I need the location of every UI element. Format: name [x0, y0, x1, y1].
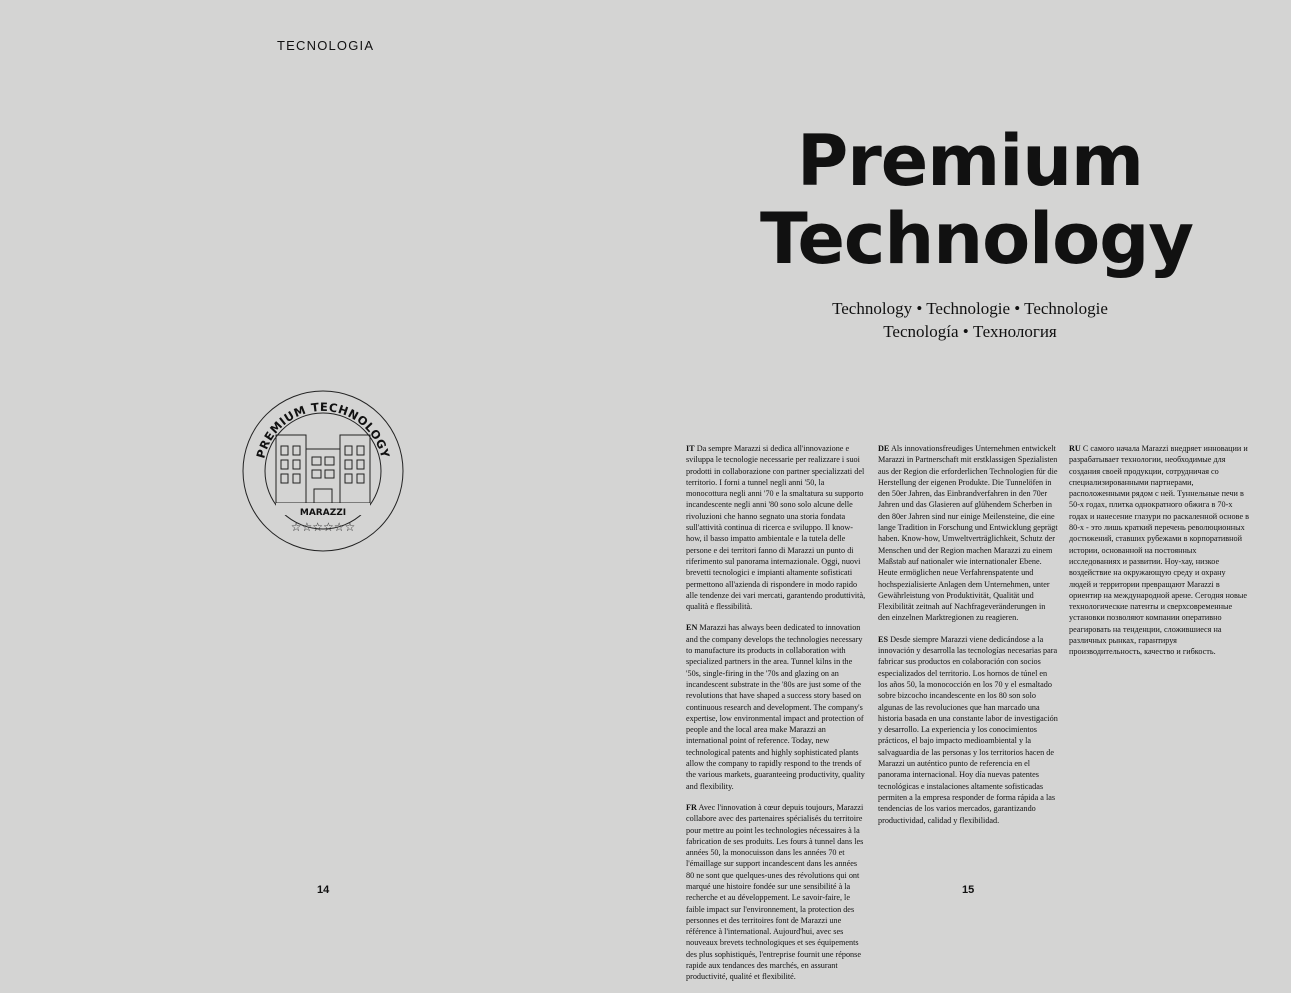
lang-tag-es: ES — [878, 634, 889, 644]
paragraph-en-text: Marazzi has always been dedicated to innovation and the company develops the technologies necessary to manufacture its products in collaboration with specialized partners in the area. Tunnel kilns in the '50s, single-firing in the '70s and glazing on an incandescent substrate in the '80s are just some of the revolutions that have shaped a success story based on continuous research and development. The company's expertise, low environmental impact and protection of people and the local area make Marazzi an international point of reference. Today, new technological patents and highly sophisticated plants allow the company to rapidly respond to the trends of the various markets, guaranteeing productivity, quality and flexibility. — [686, 623, 865, 791]
badge-brand: MARAZZI — [299, 508, 347, 518]
lang-tag-it: IT — [686, 444, 695, 453]
paragraph-fr — [686, 802, 866, 983]
paragraph-es — [878, 634, 1058, 826]
text-column-1 — [686, 443, 866, 993]
paragraph-it-text: Da sempre Marazzi si dedica all'innovazione e sviluppa le tecnologie necessarie per realizzare i suoi prodotti in collaborazione con partner specializzati del territorio. I forni a tunnel negli anni '50, la monocottura negli anni '70 e la smaltatura su supporto incandescente negli anni '80 sono solo alcune delle rivoluzioni che hanno segnato una storia fondata sull'attività continua di ricerca e sviluppo. Il know-how, il basso impatto ambientale e la tutela delle persone e dei territori fanno di Marazzi un punto di riferimento sul panorama internazionale. Oggi, nuovi brevetti tecnologici e impianti altamente sofisticati permettono all'azienda di rispondere in modo rapido alle tendenze dei vari mercati, garantendo produttività, qualità e flessibilità. — [686, 444, 866, 612]
building-icon — [276, 435, 370, 503]
paragraph-de — [878, 443, 1058, 624]
page-title — [760, 120, 1194, 280]
lang-tag-fr: FR — [686, 802, 697, 812]
paragraph-ru — [1069, 443, 1249, 658]
section-label: TECNOLOGIA — [277, 38, 375, 53]
lang-tag-en: EN — [686, 623, 698, 633]
text-column-2 — [878, 443, 1058, 836]
page-number-right: 15 — [962, 884, 975, 896]
paragraph-ru-text: С самого начала Marazzi внедряет инновации и разрабатывает технологии, необходимые для создания своей продукции, сотрудничая со специализированными партнерами, расположенными рядом с ней. Туннельные печи в 50-х годах, плитка однократного обжига в 70-х годах и нанесение глазури по раскаленной основе в 80-х - это лишь краткий перечень революционных достижений, ставших рубежами в корпоративной истории, основанной на постоянных исследованиях и развитии. Ноу-хау, низкое воздействие на окружающую среду и охрану людей и территории превращают Marazzi в ориентир на международной арене. Сегодня новые технологические патенты и сверхсовременные установки позволяют компании оперативно реагировать на тенденции, сложившиеся на различных рынках, гарантируя производительность, качество и гибкость. — [1069, 444, 1249, 657]
paragraph-en — [686, 622, 866, 791]
title-line-2: Technology — [760, 198, 1194, 280]
text-column-3 — [1069, 443, 1249, 668]
subtitle-line-2: Tecnología • Технология — [883, 322, 1057, 341]
lang-tag-ru: RU — [1069, 444, 1081, 453]
subtitle — [760, 297, 1180, 343]
page-number-left: 14 — [317, 884, 330, 896]
badge-arc-text: PREMIUM TECHNOLOGY — [253, 399, 393, 460]
paragraph-it — [686, 443, 866, 612]
subtitle-line-1: Technology • Technologie • Technologie — [832, 299, 1108, 318]
lang-tag-de: DE — [878, 444, 890, 453]
premium-technology-badge — [241, 389, 405, 553]
paragraph-fr-text: Avec l'innovation à cœur depuis toujours, Marazzi collabore avec des partenaires spécialisés du territoire pour mettre au point les technologies nécessaires à la fabrication de ses produits. Les fours à tunnel dans les années 50, la monocuisson dans les années 70 et l'émaillage sur support incandescent dans les années 80 ne sont que quelques-unes des révolutions qui ont marqué une histoire fondée sur une sensibilité à la recherche et au développement. Le savoir-faire, le faible impact sur l'environnement, la protection des personnes et des territoires font de Marazzi une référence à l'international. Aujourd'hui, avec ses nouveaux brevets technologiques et ses équipements des plus sophistiqués, l'entreprise fournit une réponse rapide aux tendances des marchés, en assurant productivité, qualité et flexibilité. — [686, 802, 864, 982]
badge-stars: ☆☆☆☆☆☆ — [290, 520, 356, 534]
paragraph-es-text: Desde siempre Marazzi viene dedicándose a la innovación y desarrolla las tecnologías necesarias para fabricar sus productos en colaboración con socios especializados del territorio. Los hornos de túnel en los años 50, la monococción en los 70 y el esmaltado sobre bizcocho incandescente en los 80 son solo algunas de las revoluciones que han marcado una historia basada en una constante labor de investigación y desarrollo. La experiencia y los conocimientos prácticos, el bajo impacto medioambiental y la salvaguardia de las personas y los territorios hacen de Marazzi un auténtico punto de referencia en el panorama internacional. Hoy día nuevas patentes tecnológicas e instalaciones altamente sofisticadas permiten a la empresa responder de forma rápida a las tendencias de los varios mercados, garantizando productividad, calidad y flexibilidad. — [878, 634, 1058, 825]
paragraph-de-text: Als innovationsfreudiges Unternehmen entwickelt Marazzi in Partnerschaft mit erstklassigen Spezialisten aus der Region die erforderlichen Technologien für die Herstellung der eigenen Produkte. Die Tunnelöfen in den 50er Jahren, das Einbrandverfahren in den 70er Jahren und das Glasieren auf glühendem Scherben in den 80er Jahren sind nur einige Meilensteine, die eine lange Tradition in Forschung und Entwicklung geprägt haben. Know-how, Umweltverträglichkeit, Schutz der Menschen und der Region machen Marazzi zu einem Maßstab auf nationaler wie internationaler Ebene. Heute ermöglichen neue Verfahrenspatente und hochspezialisierte Anlagen dem Unternehmen, unter Gewährleistung von Produktivität, Qualität und Flexibilität zeitnah auf Nachfrageveränderungen in den einzelnen Marktregionen zu reagieren. — [878, 444, 1058, 623]
title-line-1: Premium — [796, 120, 1143, 202]
